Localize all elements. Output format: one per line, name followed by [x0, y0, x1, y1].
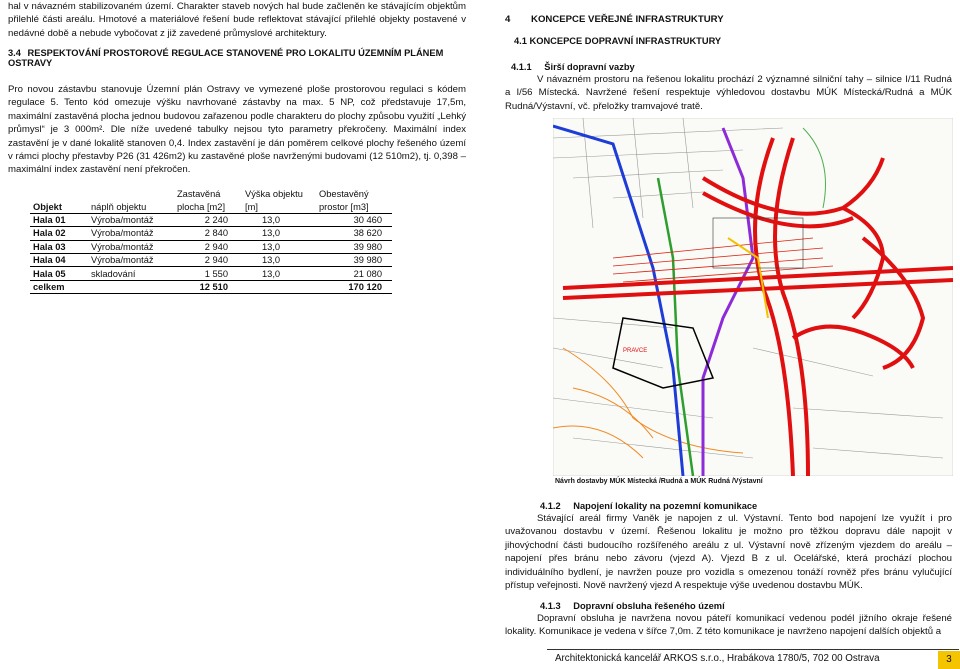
table-cell: Výroba/montáž [88, 227, 174, 240]
footer-text: Architektonická kancelář ARKOS s.r.o., Hrabákova 1780/5, 702 00 Ostrava [555, 653, 880, 664]
table-cell: 39 980 [316, 240, 392, 253]
table-cell: Obestavěný [319, 189, 369, 200]
table-cell: Objekt [30, 200, 88, 213]
table-cell: Výška objektu [245, 189, 303, 200]
table-row [30, 253, 392, 266]
road-map-plan [553, 118, 953, 476]
table-cell: náplň objektu [88, 200, 174, 213]
table-header-row-1 [30, 186, 392, 200]
table-cell: celkem [30, 280, 88, 293]
section-heading-4 [505, 14, 952, 25]
heading-text: RESPEKTOVÁNÍ PROSTOROVÉ REGULACE STANOVENÉ PRO LOKALITU ÚZEMNÍM PLÁNEM OSTRAVY [8, 48, 444, 68]
table-cell: 13,0 [242, 227, 316, 240]
table-cell: Hala 05 [30, 267, 88, 280]
table-cell: Výroba/montáž [88, 213, 174, 226]
table-cell: Výroba/montáž [88, 240, 174, 253]
table-cell: 2 840 [174, 227, 242, 240]
table-cell: Zastavěná [177, 189, 221, 200]
table-cell: 2 240 [174, 213, 242, 226]
page-number: 3 [938, 651, 960, 669]
table-cell: [m] [242, 200, 316, 213]
table-cell: 2 940 [174, 240, 242, 253]
section-heading-3-4 [8, 48, 466, 68]
table-cell: 12 510 [174, 280, 242, 293]
table-cell: Hala 03 [30, 240, 88, 253]
table-row [30, 213, 392, 226]
table-cell: 2 940 [174, 253, 242, 266]
table-cell: 13,0 [242, 253, 316, 266]
paragraph-4-1-1: V návazném prostoru na řešenou lokalitu prochází 2 významné silniční tahy – silnice I/11 Rudná a I/56 Místecká. Navržené řešení respektuje výhledovou dostavbu MÚK Místecká/Rudná a MÚK Rudná/Výstavní, vč. přeložky tramvajové tratě. [505, 74, 952, 112]
table-cell: prostor [m3] [316, 200, 392, 213]
table-cell: plocha [m2] [174, 200, 242, 213]
map-label: PRAVCE [623, 348, 648, 354]
intro-paragraph: hal v návazném stabilizovaném území. Charakter staveb nových hal bude začleněn ke stávajícím objektům přilehlé části areálu. Hmotové a materiálové řešení bude reflektovat stávající přilehlé objekty postavené v nedávné době a nebude vybočovat z již zavedené průmyslové architektury. [8, 1, 466, 39]
regulation-paragraph: Pro novou zástavbu stanovuje Územní plán Ostravy ve vymezené ploše prostorovou regulaci s kódem regulace 5. Tento kód omezuje výšku navrhované zástavby na max. 5 NP, což představuje 17,5m, maximální zastavěná plocha jednou budovou zařazenou podle charakteru do plochy způsobu využití „Lehký průmysl“ je 3 000m². Dle níže uvedené tabulky nejsou tyto parametry překročeny. Maximální index zastavění je v dané lokalitě stanoven 0,4. Index zastavění je dán poměrem celkové plochy řešeného území v rámci plochy přestavby P26 (31 426m2) ku zastavěné ploše navrženými budovami (12 510m2), tj. 0,398 – maximální index zastavění není překročen. [8, 84, 466, 176]
table-cell: Hala 04 [30, 253, 88, 266]
heading-number: 4.1.2 [540, 501, 561, 511]
heading-number: 3.4 [8, 48, 21, 58]
table-cell: 13,0 [242, 267, 316, 280]
heading-text: Dopravní obsluha řešeného území [573, 601, 725, 611]
heading-number: 4 [505, 14, 511, 25]
buildings-table [30, 186, 392, 294]
table-total-row [30, 280, 392, 293]
heading-number: 4.1.3 [540, 601, 561, 611]
table-cell: 21 080 [316, 267, 392, 280]
table-row [30, 240, 392, 253]
section-heading-4-1-1 [511, 62, 958, 72]
heading-text: Širší dopravní vazby [544, 62, 635, 72]
heading-text: KONCEPCE VEŘEJNÉ INFRASTRUKTURY [531, 14, 724, 25]
table-cell: 30 460 [316, 213, 392, 226]
section-heading-4-1-2 [540, 501, 960, 511]
table-cell: 38 620 [316, 227, 392, 240]
section-heading-4-1-3 [540, 601, 960, 611]
table-cell: 13,0 [242, 213, 316, 226]
map-caption: Návrh dostavby MÚK Místecká /Rudná a MÚK Rudná /Výstavní [555, 478, 763, 485]
table-row [30, 267, 392, 280]
paragraph-4-1-3: Dopravní obsluha je navržena novou páteří komunikací vedenou podél jižního okraje řešené lokality. Komunikace je vedena v šířce 7,0m. Z této komunikace je navrženo napojení dalších objektů a [505, 613, 952, 638]
table-cell: skladování [88, 267, 174, 280]
table-row [30, 227, 392, 240]
table-cell: Hala 01 [30, 213, 88, 226]
heading-text: Napojení lokality na pozemní komunikace [573, 501, 758, 511]
table-cell [242, 280, 316, 293]
table-cell: 39 980 [316, 253, 392, 266]
table-cell: 1 550 [174, 267, 242, 280]
table-cell: 13,0 [242, 240, 316, 253]
table-cell: Hala 02 [30, 227, 88, 240]
table-cell: 170 120 [316, 280, 392, 293]
table-cell [30, 186, 88, 200]
heading-number: 4.1.1 [511, 62, 532, 72]
paragraph-4-1-2: Stávající areál firmy Vaněk je napojen z ul. Výstavní. Tento bod napojení lze využít i pro uvažovanou dostavbu v území. Řešenou lokalitu je možno pro těžkou dopravu dále napojit v jihovýchodní části budoucího rozšířeného areálu z ul. Výstavní nově zřízeným vjezdem do areálu – napojení přes bránu nebo závoru (vjezd A). Vjezd B z ul. Ocelářské, která prochází plochou individuálního bydlení, je navržen pouze pro vozidla s omezenou tonáží rovněž přes bránu vylučující přístup veřejnosti. Nově navržený vjezd A respektuje výše uvedenou dostavbu MÚK. [505, 513, 952, 592]
table-header-row-2 [30, 200, 392, 213]
section-heading-4-1: 4.1 KONCEPCE DOPRAVNÍ INFRASTRUKTURY [514, 36, 722, 46]
table-cell [88, 280, 174, 293]
table-cell [88, 186, 174, 200]
table-cell: Výroba/montáž [88, 253, 174, 266]
